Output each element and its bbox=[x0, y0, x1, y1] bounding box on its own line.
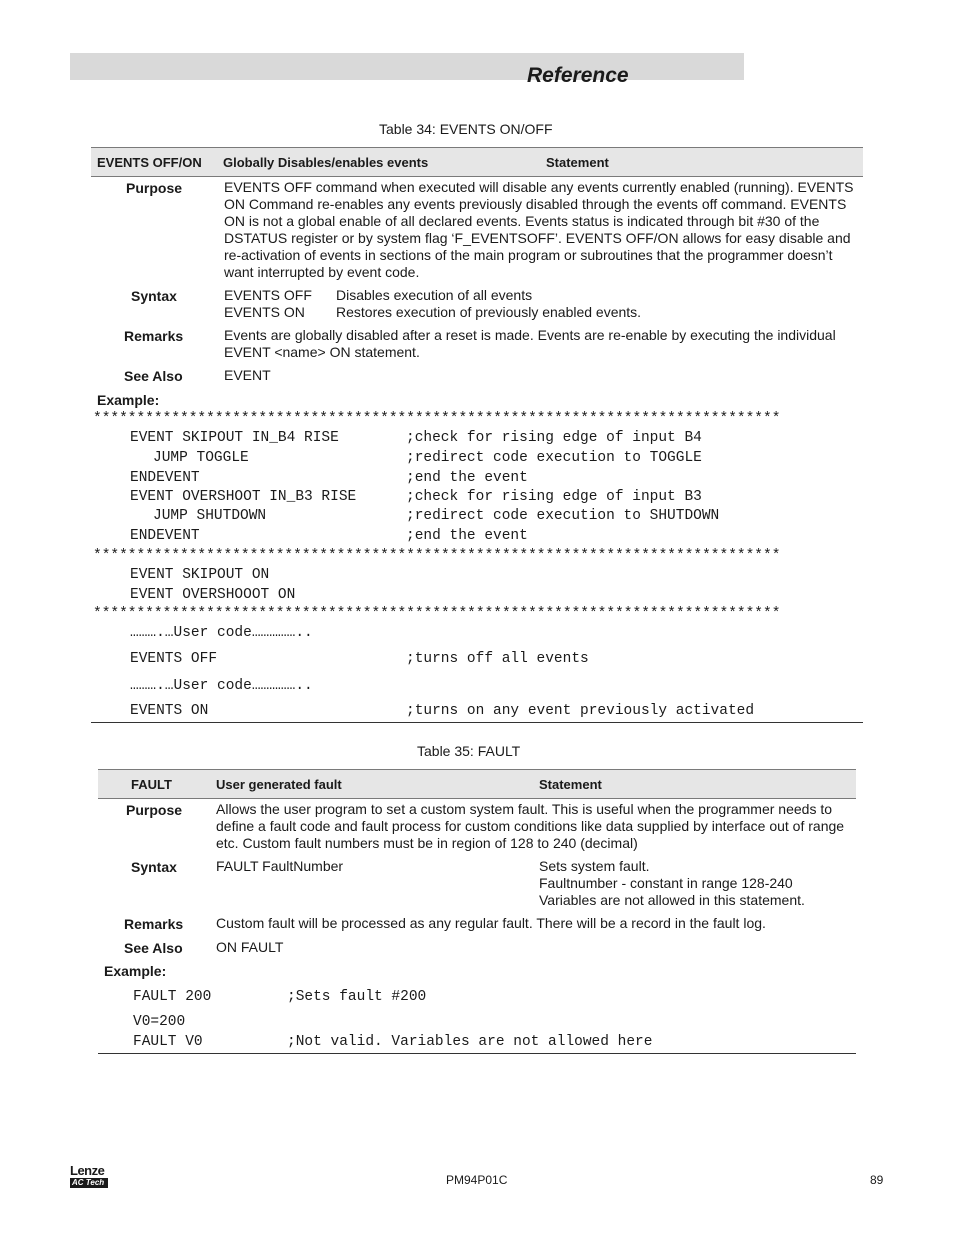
table35-caption: Table 35: FAULT bbox=[417, 743, 521, 759]
code-line: FAULT 200 bbox=[133, 989, 212, 1005]
table34-remarks-line: Events are globally disabled after a reset is made. Events are re-enable by executing the individual bbox=[224, 327, 836, 343]
lenze-logo bbox=[70, 1164, 110, 1188]
code-comment: ;turns off all events bbox=[406, 651, 589, 667]
logo-subbrand: AC Tech bbox=[70, 1178, 108, 1188]
document-id: PM94P01C bbox=[446, 1173, 508, 1187]
code-line: ENDEVENT bbox=[130, 470, 200, 486]
table34-bottom-rule bbox=[91, 722, 863, 723]
table34-example-label: Example: bbox=[97, 392, 160, 408]
code-line: EVENT SKIPOUT ON bbox=[130, 567, 270, 583]
table35-remarks: Custom fault will be processed as any regular fault. There will be a record in the fault log. bbox=[216, 915, 766, 931]
section-title: Reference bbox=[527, 64, 629, 87]
code-comment: ;end the event bbox=[406, 528, 528, 544]
code-line: EVENT SKIPOUT IN_B4 RISE bbox=[130, 430, 339, 446]
code-comment: ;check for rising edge of input B3 bbox=[406, 489, 702, 505]
table35-purpose-line: Allows the user program to set a custom system fault. This is useful when the programmer needs to bbox=[216, 801, 833, 817]
table34-purpose-line: ON Command re-enables any events previously disabled through the events off command. EVENTS bbox=[224, 196, 847, 212]
table35-remarks-label: Remarks bbox=[124, 916, 184, 932]
table35-header-col2: User generated fault bbox=[216, 777, 342, 792]
table34-see-also-label: See Also bbox=[124, 368, 183, 384]
code-line: EVENT OVERSHOOOT ON bbox=[130, 587, 296, 603]
table35-see-also: ON FAULT bbox=[216, 939, 284, 955]
table34-caption: Table 34: EVENTS ON/OFF bbox=[379, 121, 553, 137]
code-comment: ;end the event bbox=[406, 470, 528, 486]
code-line: EVENTS OFF bbox=[130, 651, 218, 667]
code-comment: ;Sets fault #200 bbox=[287, 989, 427, 1005]
table35-syntax-desc-line: Variables are not allowed in this statement. bbox=[539, 892, 805, 908]
table35-syntax-label: Syntax bbox=[131, 859, 177, 875]
separator-stars: ******************************************************************************* bbox=[93, 411, 781, 427]
table34-purpose-line: EVENTS OFF command when executed will disable any events currently enabled (running). EVENTS bbox=[224, 179, 854, 195]
table34-purpose bbox=[224, 179, 854, 281]
table34-syntax-cmd-off: EVENTS OFF bbox=[224, 287, 312, 303]
table35-syntax-desc-line: Sets system fault. bbox=[539, 858, 650, 874]
table34-header bbox=[91, 147, 863, 177]
table34-remarks-label: Remarks bbox=[124, 328, 184, 344]
table34-syntax-desc-on: Restores execution of previously enabled events. bbox=[336, 304, 642, 320]
table34-syntax-cmd-on: EVENTS ON bbox=[224, 304, 305, 320]
logo-wordmark: Lenze bbox=[70, 1163, 105, 1178]
table34-syntax-label: Syntax bbox=[131, 288, 177, 304]
table34-purpose-line: want interrupted by event code. bbox=[224, 264, 420, 280]
code-comment: ;turns on any event previously activated bbox=[406, 703, 755, 719]
table34-header-col1: EVENTS OFF/ON bbox=[97, 155, 202, 170]
table34-purpose-label: Purpose bbox=[126, 180, 183, 196]
table34-purpose-line: ON is not a global enable of all declared events. Events status is indicated through bit #30 of the bbox=[224, 213, 820, 229]
table35-syntax-desc bbox=[539, 858, 805, 909]
code-line: ……….…User code…………….. bbox=[130, 678, 313, 694]
code-comment: ;check for rising edge of input B4 bbox=[406, 430, 702, 446]
code-comment: ;redirect code execution to TOGGLE bbox=[406, 450, 702, 466]
table35-purpose-label: Purpose bbox=[126, 802, 183, 818]
table35-see-also-label: See Also bbox=[124, 940, 183, 956]
code-line: V0=200 bbox=[133, 1014, 186, 1030]
table34-header-col2: Globally Disables/enables events bbox=[223, 155, 429, 170]
table35-header-col3: Statement bbox=[539, 777, 602, 792]
code-line: EVENTS ON bbox=[130, 703, 209, 719]
code-line: ……….…User code…………….. bbox=[130, 625, 313, 641]
code-line: FAULT V0 bbox=[133, 1034, 203, 1050]
page-number: 89 bbox=[870, 1173, 884, 1187]
table34-remarks-line: EVENT <name> ON statement. bbox=[224, 344, 420, 360]
code-line: ENDEVENT bbox=[130, 528, 200, 544]
table35-bottom-rule bbox=[98, 1053, 856, 1054]
code-line: JUMP SHUTDOWN bbox=[153, 508, 267, 524]
separator-stars: ******************************************************************************* bbox=[93, 606, 781, 622]
code-line: JUMP TOGGLE bbox=[153, 450, 249, 466]
table35-purpose bbox=[216, 801, 844, 852]
table34-purpose-line: DSTATUS register or by system flag ‘F_EVENTSOFF’. EVENTS OFF/ON allows for easy disable and bbox=[224, 230, 851, 246]
header-bar bbox=[70, 53, 744, 80]
table35-purpose-line: define a fault code and fault process for custom conditions like data supplied by interface out of range bbox=[216, 818, 845, 834]
table35-header-col1: FAULT bbox=[131, 777, 172, 792]
code-comment: ;Not valid. Variables are not allowed here bbox=[287, 1034, 653, 1050]
table35-header bbox=[98, 769, 856, 799]
table34-syntax-desc-off: Disables execution of all events bbox=[336, 287, 533, 303]
code-line: EVENT OVERSHOOT IN_B3 RISE bbox=[130, 489, 357, 505]
table34-purpose-line: re-activation of events in sections of the main program or subroutines that the programmer doesn’t bbox=[224, 247, 833, 263]
table34-header-col3: Statement bbox=[546, 155, 609, 170]
table35-purpose-line: etc. Custom fault numbers must be in region of 128 to 240 (decimal) bbox=[216, 835, 638, 851]
table35-example-label: Example: bbox=[104, 963, 167, 979]
separator-stars: ******************************************************************************* bbox=[93, 548, 781, 564]
table35-syntax-cmd: FAULT FaultNumber bbox=[216, 858, 344, 874]
code-comment: ;redirect code execution to SHUTDOWN bbox=[406, 508, 720, 524]
table35-syntax-desc-line: Faultnumber - constant in range 128-240 bbox=[539, 875, 793, 891]
table34-see-also: EVENT bbox=[224, 367, 271, 383]
table34-remarks bbox=[224, 327, 836, 361]
